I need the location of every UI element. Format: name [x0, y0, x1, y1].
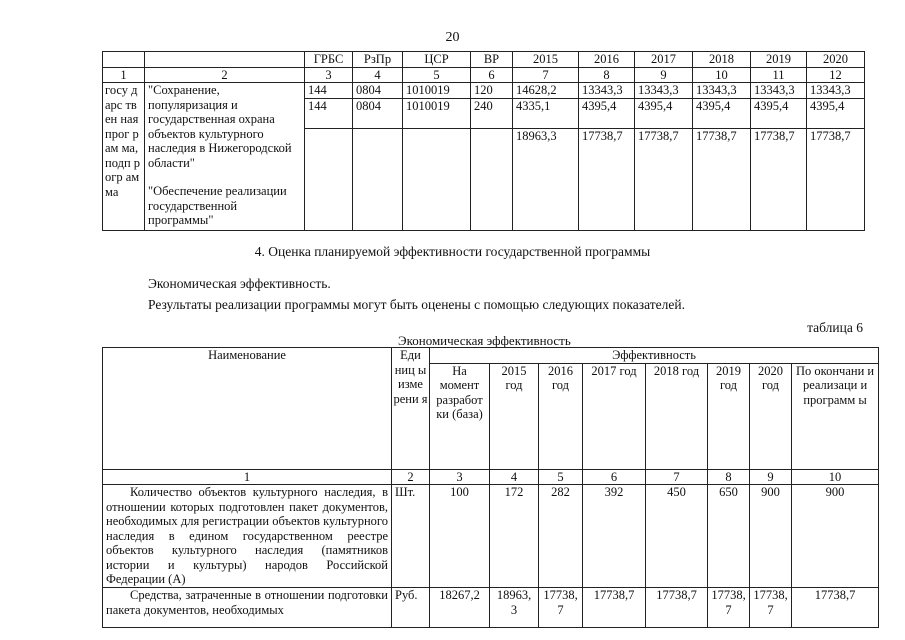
header-cell: 2015 — [513, 52, 579, 68]
col-number: 6 — [471, 67, 513, 83]
indicator-name: Количество объектов культурного наследия, в отношении которых подготовлен пакет документов, необходимых для регистрации объектов культурного наследия в едином государственном реестре объектов культурного наследия (памятников истории и культуры) народов Российской Федерации (А) — [103, 485, 392, 588]
column-number-row — [103, 469, 879, 485]
table-cell — [353, 128, 403, 230]
table-cell: 1010019 — [403, 83, 471, 99]
table-cell: 17738,7 — [583, 588, 646, 628]
table-cell: 17738,7 — [751, 128, 807, 230]
table-cell: 17738,7 — [792, 588, 879, 628]
col-number: 1 — [103, 67, 145, 83]
paragraph: Результаты реализации программы могут быть оценены с помощью следующих показателей. — [148, 297, 685, 312]
section-heading: 4. Оценка планируемой эффективности государственной программы — [254, 244, 651, 259]
table-cell: 17738,7 — [693, 128, 751, 230]
header-cell: РзПр — [353, 52, 403, 68]
table-cell: 650 — [708, 485, 750, 588]
header-cell — [103, 52, 145, 68]
program-name: "Сохранение, популяризация и государственная охрана объектов культурного наследия в Нижегородской области" — [148, 83, 292, 170]
subprogram-name: "Обеспечение реализации государственной программы" — [148, 184, 287, 227]
table-cell: 0804 — [353, 83, 403, 99]
table-cell: 100 — [430, 485, 490, 588]
col-number: 9 — [635, 67, 693, 83]
table-cell: 17738,7 — [579, 128, 635, 230]
header-row — [103, 348, 879, 364]
paragraph: Экономическая эффективность. — [148, 276, 331, 291]
subheader-cell: 2017 год — [583, 363, 646, 469]
table-cell: 144 — [305, 98, 353, 128]
table-caption: Экономическая эффективность — [398, 333, 571, 348]
col-number: 8 — [708, 469, 750, 485]
header-cell — [145, 52, 305, 68]
table-cell: 4395,4 — [751, 98, 807, 128]
col-number: 10 — [693, 67, 751, 83]
table-cell: 13343,3 — [807, 83, 865, 99]
indicator-name: Средства, затраченные в отношении подготовки пакета документов, необходимых — [103, 588, 392, 628]
header-row — [103, 52, 865, 68]
col-number: 8 — [579, 67, 635, 83]
col-number: 7 — [646, 469, 708, 485]
subheader-cell: 2015 год — [490, 363, 539, 469]
table-cell: 900 — [750, 485, 792, 588]
header-cell: 2018 — [693, 52, 751, 68]
header-cell: ГРБС — [305, 52, 353, 68]
table-cell: 17738,7 — [635, 128, 693, 230]
table-cell: 282 — [539, 485, 583, 588]
col-number: 11 — [751, 67, 807, 83]
table-cell: 450 — [646, 485, 708, 588]
subheader-cell: 2020 год — [750, 363, 792, 469]
table-cell: 392 — [583, 485, 646, 588]
table-cell — [305, 128, 353, 230]
subheader-cell: 2019 год — [708, 363, 750, 469]
col-number: 3 — [305, 67, 353, 83]
table-cell: 120 — [471, 83, 513, 99]
col-number: 4 — [353, 67, 403, 83]
header-cell: ЦСР — [403, 52, 471, 68]
col-number: 5 — [403, 67, 471, 83]
table-cell: 18267,2 — [430, 588, 490, 628]
table-cell: 17738, 7 — [539, 588, 583, 628]
table-cell: 13343,3 — [693, 83, 751, 99]
table-cell: 17738, 7 — [708, 588, 750, 628]
table-cell: 13343,3 — [579, 83, 635, 99]
table-cell: 13343,3 — [751, 83, 807, 99]
header-efficiency: Эффективность — [430, 348, 879, 364]
table-cell: 1010019 — [403, 98, 471, 128]
header-unit: Еди ниц ы изме рени я — [392, 348, 430, 470]
budget-table — [102, 51, 865, 231]
table-cell: 240 — [471, 98, 513, 128]
program-name-cell — [145, 83, 305, 231]
table-row — [103, 588, 879, 628]
col-number: 9 — [750, 469, 792, 485]
table-cell — [403, 128, 471, 230]
col-number: 2 — [145, 67, 305, 83]
table-cell: 4395,4 — [579, 98, 635, 128]
subheader-cell: 2018 год — [646, 363, 708, 469]
col-number: 10 — [792, 469, 879, 485]
table-cell: 4395,4 — [807, 98, 865, 128]
header-name: Наименование — [103, 348, 392, 470]
table-row — [103, 83, 865, 99]
table-cell: 17738, 7 — [750, 588, 792, 628]
col-number: 4 — [490, 469, 539, 485]
table-cell: 13343,3 — [635, 83, 693, 99]
page-number: 20 — [445, 30, 460, 45]
header-cell: 2020 — [807, 52, 865, 68]
subheader-cell: 2016 год — [539, 363, 583, 469]
table-cell: 18963,3 — [513, 128, 579, 230]
table-cell: 4335,1 — [513, 98, 579, 128]
col-number: 2 — [392, 469, 430, 485]
table-cell — [471, 128, 513, 230]
table-cell: 172 — [490, 485, 539, 588]
header-cell: 2019 — [751, 52, 807, 68]
table-cell: 4395,4 — [693, 98, 751, 128]
efficiency-table — [102, 347, 879, 628]
header-cell: ВР — [471, 52, 513, 68]
indicator-unit: Руб. — [392, 588, 430, 628]
table-cell: 900 — [792, 485, 879, 588]
table-cell: 17738,7 — [646, 588, 708, 628]
col-number: 5 — [539, 469, 583, 485]
col-number: 12 — [807, 67, 865, 83]
indicator-unit: Шт. — [392, 485, 430, 588]
header-cell: 2017 — [635, 52, 693, 68]
table-label: таблица 6 — [807, 320, 863, 335]
table-row — [103, 485, 879, 588]
table-cell: 17738,7 — [807, 128, 865, 230]
subheader-cell: По окончани и реализаци и программ ы — [792, 363, 879, 469]
table-cell: 18963, 3 — [490, 588, 539, 628]
col-number: 6 — [583, 469, 646, 485]
table-cell: 4395,4 — [635, 98, 693, 128]
col-number: 1 — [103, 469, 392, 485]
col-number: 7 — [513, 67, 579, 83]
subheader-cell: На момент разработ ки (база) — [430, 363, 490, 469]
header-cell: 2016 — [579, 52, 635, 68]
program-type-cell: госу дарс твен ная прог рам ма, подп рогр амма — [103, 83, 145, 231]
table-cell: 144 — [305, 83, 353, 99]
table-cell: 14628,2 — [513, 83, 579, 99]
column-number-row — [103, 67, 865, 83]
col-number: 3 — [430, 469, 490, 485]
table-cell: 0804 — [353, 98, 403, 128]
